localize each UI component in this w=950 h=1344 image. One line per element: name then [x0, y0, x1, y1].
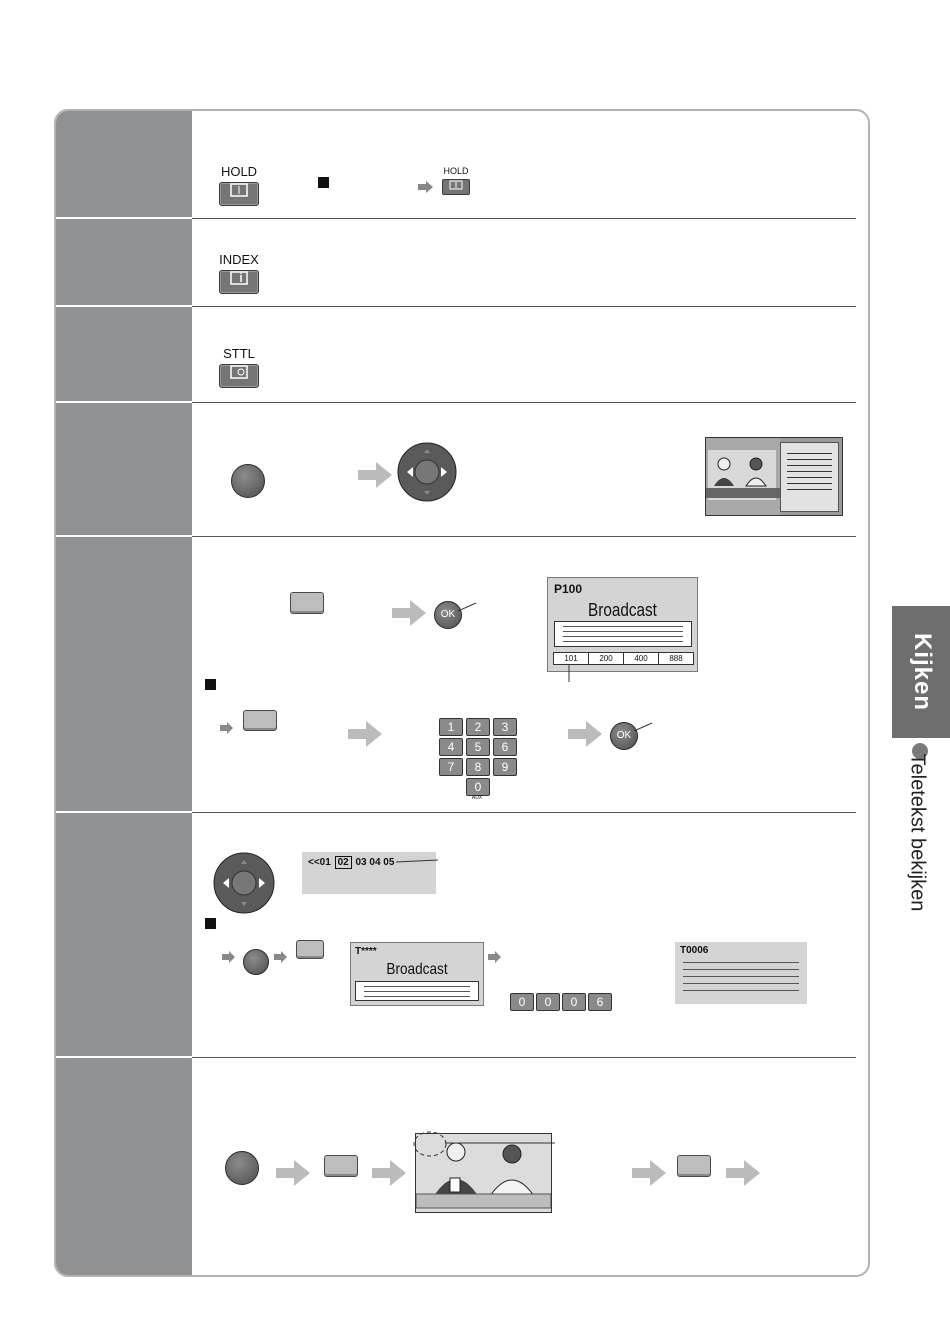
picture-and-text-screen — [705, 437, 843, 516]
hold-small-button — [442, 179, 470, 195]
side-title-text: Teletekst bekijken — [906, 753, 929, 912]
callout-line — [396, 858, 440, 864]
row-divider — [56, 535, 192, 537]
fastext-tab[interactable]: 400 — [624, 653, 659, 664]
arrow-right-icon — [372, 1160, 408, 1186]
digit-key[interactable]: 0 — [536, 993, 560, 1011]
color-button[interactable] — [231, 464, 265, 498]
row-divider — [192, 812, 856, 813]
row-divider — [56, 217, 192, 219]
ok-button[interactable]: OK — [434, 601, 462, 629]
navigation-pad-icon[interactable] — [397, 442, 457, 502]
arrow-right-icon — [568, 721, 604, 747]
number-key[interactable]: 0 — [466, 778, 490, 796]
number-key[interactable]: 5 — [466, 738, 490, 756]
subpage-bar — [308, 857, 394, 868]
arrow-right-icon — [418, 181, 434, 193]
number-key[interactable]: 8 — [466, 758, 490, 776]
number-key[interactable]: 4 — [439, 738, 463, 756]
number-key[interactable]: 6 — [493, 738, 517, 756]
page-number: P100 — [554, 582, 583, 596]
number-key[interactable]: 7 — [439, 758, 463, 776]
fastext-bar — [553, 652, 694, 665]
fastext-tab[interactable]: 200 — [589, 653, 624, 664]
callout-line — [567, 664, 571, 684]
subpage-code: T**** — [355, 946, 377, 957]
row-divider — [56, 1056, 192, 1058]
row-divider — [192, 536, 856, 537]
content-frame — [54, 109, 870, 1277]
bullet-square-icon — [318, 177, 329, 188]
callout-line — [445, 1140, 557, 1146]
result-screen — [675, 942, 807, 1004]
arrow-right-icon — [632, 1160, 668, 1186]
hold-small-icon — [449, 180, 463, 190]
arrow-right-icon — [274, 951, 288, 963]
result-code: T0006 — [680, 945, 709, 956]
section-tab — [892, 606, 950, 738]
color-key-button[interactable] — [290, 592, 324, 614]
arrow-right-icon — [222, 951, 236, 963]
broadcast-title: Broadcast — [588, 600, 657, 620]
number-key[interactable]: 1 — [439, 718, 463, 736]
left-column — [56, 111, 192, 1275]
index-icon — [229, 271, 249, 285]
number-key[interactable]: 3 — [493, 718, 517, 736]
color-key-button[interactable] — [324, 1155, 358, 1177]
callout-line — [634, 722, 654, 732]
bullet-square-icon — [205, 918, 216, 929]
callout-line — [458, 602, 478, 612]
number-key[interactable]: 2 — [466, 718, 490, 736]
sttl-key-label: STTL — [223, 346, 255, 361]
text-block — [554, 621, 692, 647]
hold-icon — [229, 183, 249, 197]
arrow-right-icon — [220, 722, 234, 734]
tv-presenters-image — [706, 438, 780, 515]
section-tab-label: Kijken — [909, 632, 936, 712]
ok-button[interactable]: OK — [610, 722, 638, 750]
fastext-tab[interactable]: 888 — [669, 654, 683, 663]
row-divider — [56, 305, 192, 307]
row-divider — [192, 1057, 856, 1058]
side-title — [897, 742, 937, 942]
color-button[interactable] — [243, 949, 269, 975]
digit-key[interactable]: 0 — [510, 993, 534, 1011]
dashed-highlight-icon — [412, 1130, 448, 1158]
row-divider — [192, 402, 856, 403]
subpage-broadcast-title: Broadcast — [386, 961, 448, 978]
subpage-broadcast-screen — [350, 942, 484, 1006]
arrow-right-icon — [392, 600, 428, 626]
hold-small-key-label: HOLD — [443, 166, 469, 176]
row-divider — [56, 401, 192, 403]
row-divider — [56, 811, 192, 813]
number-key[interactable]: 9 — [493, 758, 517, 776]
navigation-pad-icon[interactable] — [212, 852, 276, 914]
arrow-right-icon — [726, 1160, 762, 1186]
color-key-button[interactable] — [296, 940, 324, 959]
arrow-right-icon — [358, 462, 394, 488]
index-key-label: INDEX — [219, 252, 259, 267]
index-button[interactable] — [219, 270, 259, 294]
aux-label: AUX — [471, 795, 483, 801]
row-divider — [192, 306, 856, 307]
color-key-button[interactable] — [677, 1155, 711, 1177]
digit-key[interactable]: 0 — [562, 993, 586, 1011]
subpage-prev[interactable]: <<01 — [308, 857, 331, 868]
subpage-rest[interactable]: 03 04 05 — [355, 857, 395, 868]
arrow-right-icon — [488, 951, 502, 963]
bullet-square-icon — [205, 679, 216, 690]
row-divider — [192, 218, 856, 219]
color-key-button[interactable] — [243, 710, 277, 731]
hold-key-label: HOLD — [220, 164, 258, 179]
sttl-button[interactable] — [219, 364, 259, 388]
broadcast-screen — [547, 577, 698, 672]
arrow-right-icon — [348, 721, 384, 747]
digit-key[interactable]: 6 — [588, 993, 612, 1011]
arrow-right-icon — [276, 1160, 312, 1186]
hold-button[interactable] — [219, 182, 259, 206]
text-block — [355, 981, 479, 1001]
fastext-tab[interactable]: 101 — [554, 653, 589, 664]
sttl-icon — [229, 365, 249, 379]
color-button[interactable] — [225, 1151, 259, 1185]
subpage-selected[interactable]: 02 — [335, 856, 352, 869]
teletext-panel — [780, 442, 839, 512]
